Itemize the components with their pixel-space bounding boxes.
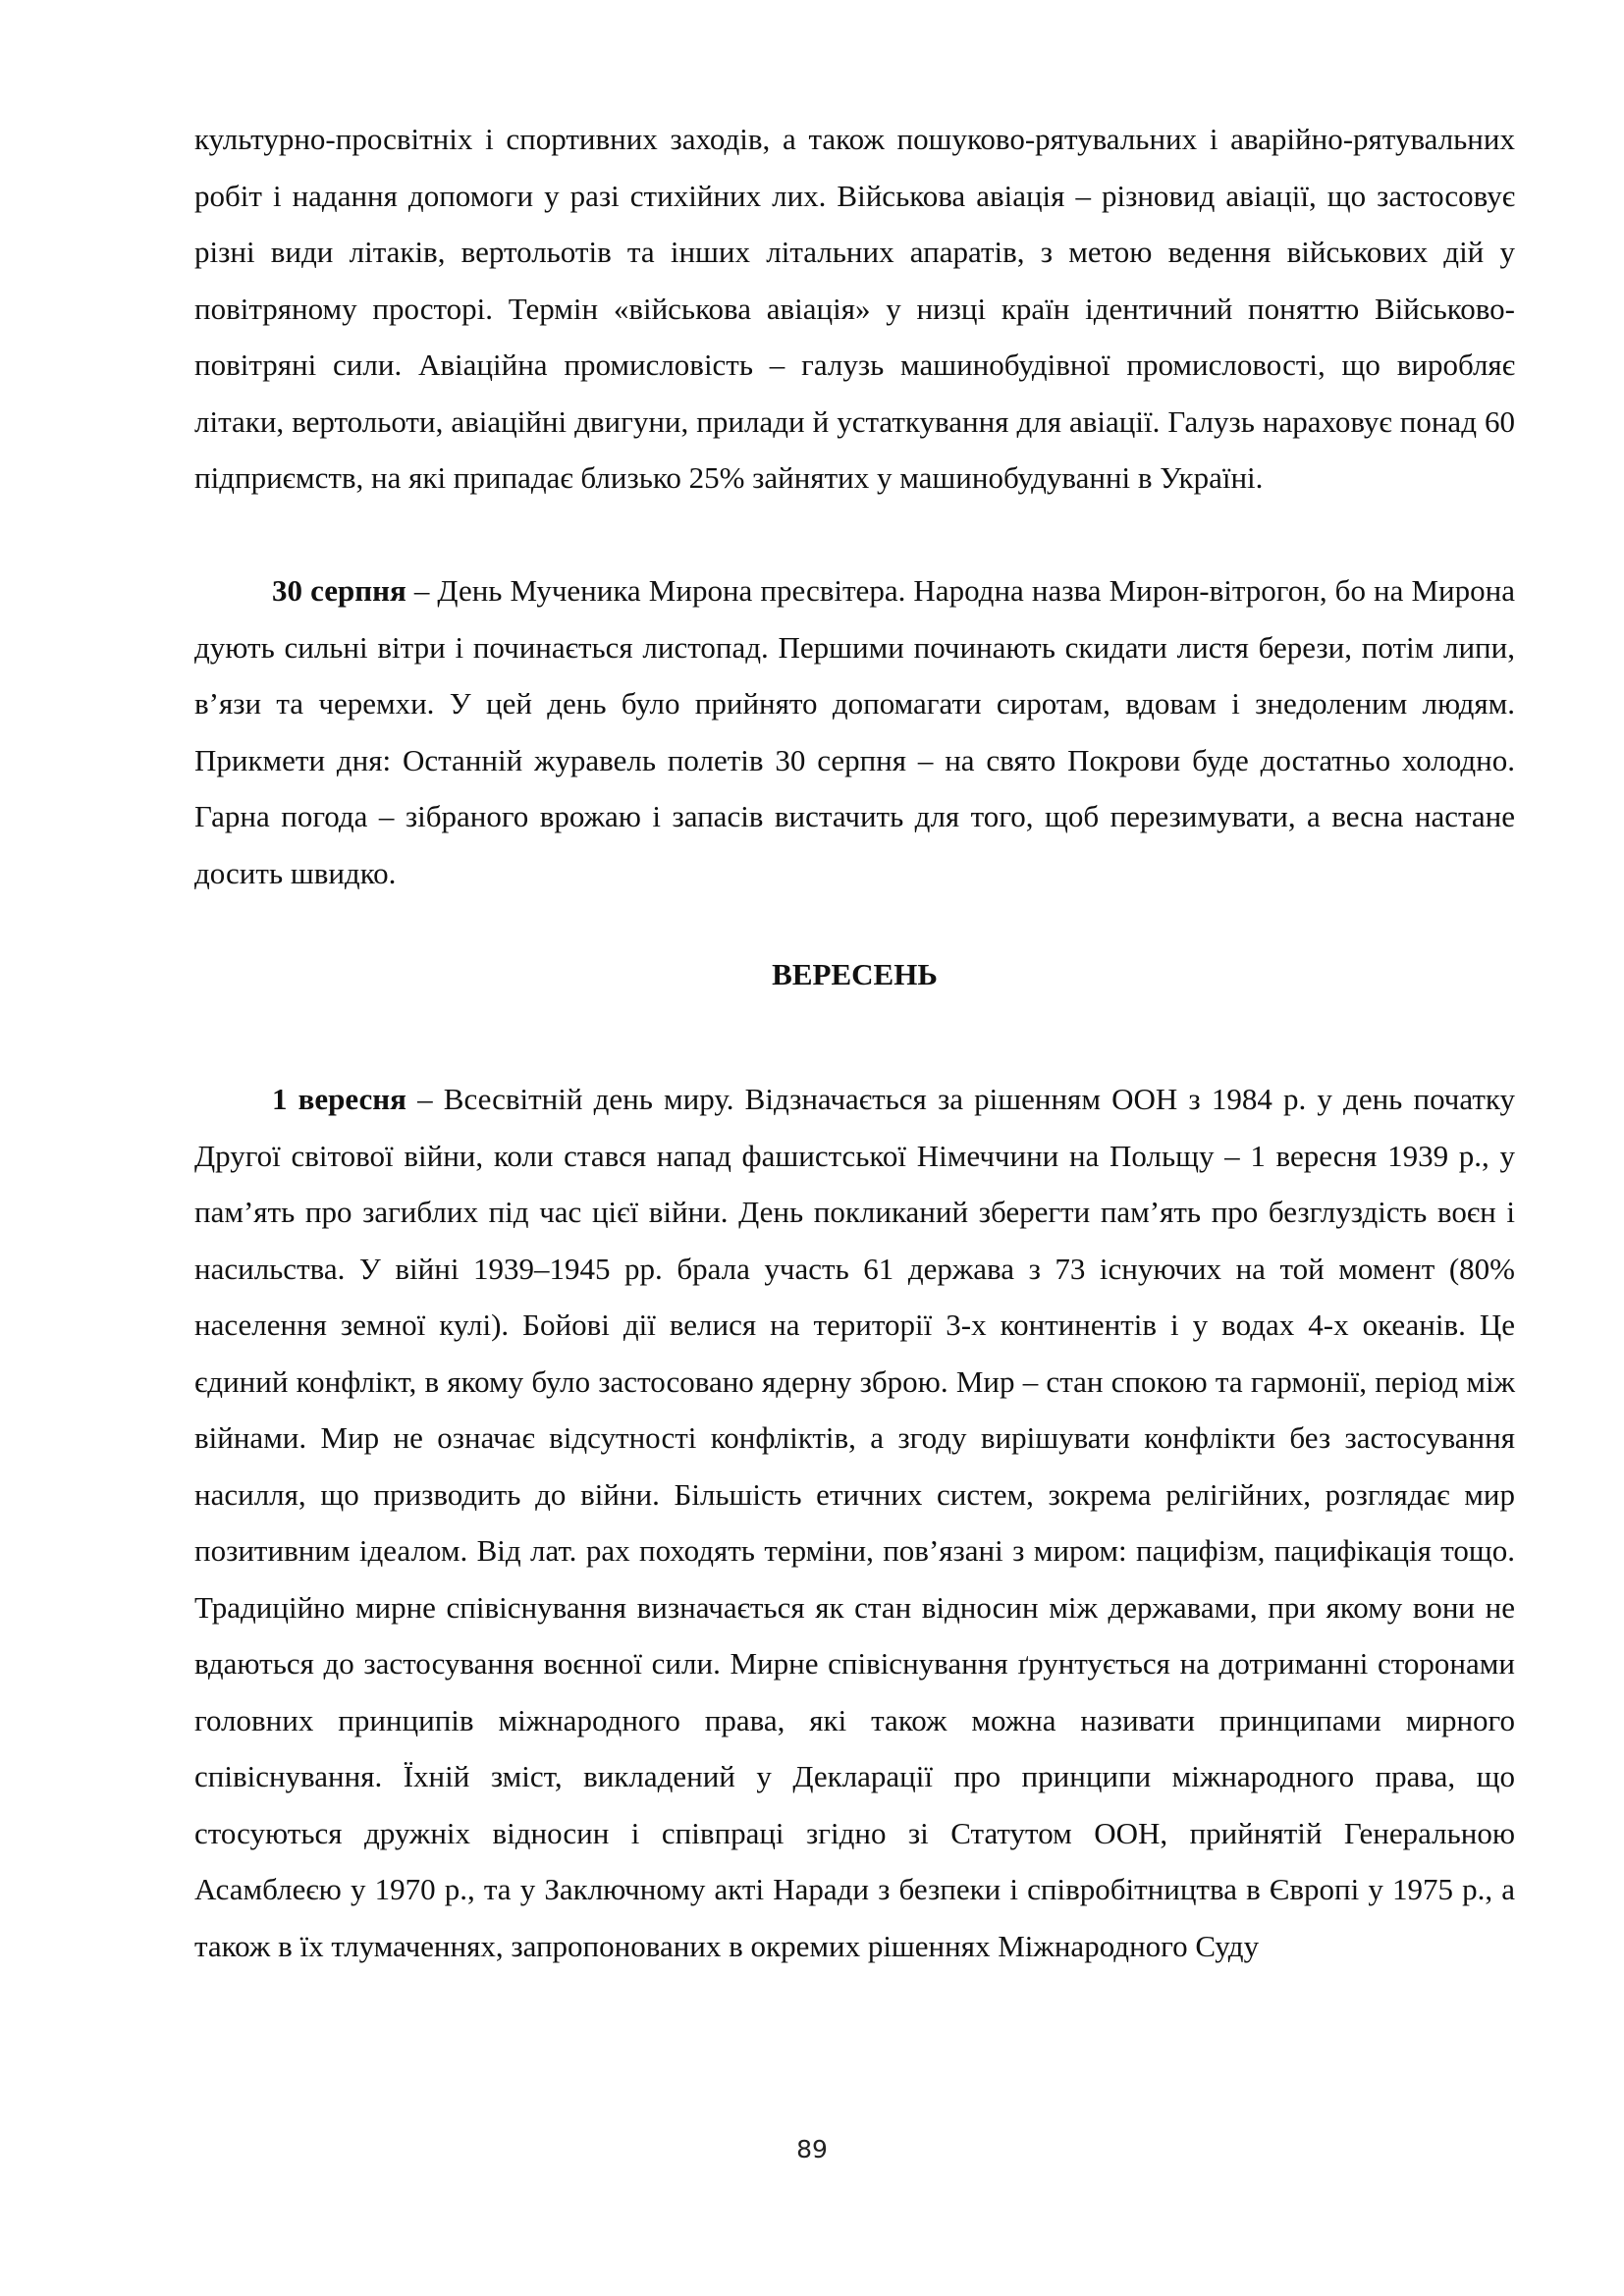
date-september-1: 1 вересня [272,1082,406,1116]
paragraph-aviation-text: культурно-просвітніх і спортивних заходів, а також пошуково-рятувальних і аварійно-рятувальних робіт і надання допомоги у разі стихійних лих. Військова авіація – різновид авіації, що застосовує різні види літаків, вертольотів та інших літальних апаратів, з метою ведення військових дій у повітряному просторі. Термін «військова авіація» у низці країн ідентичний поняттю Військово-повітряні сили. Авіаційна промисловість – галузь машинобудівної промисловості, що виробляє літаки, вертольоти, авіаційні двигуни, прилади й устаткування для авіації. Галузь нараховує понад 60 підприємств, на які припадає близько 25% зайнятих у машинобудуванні в Україні. [194,122,1515,495]
paragraph-august-30-text: – День Мученика Мирона пресвітера. Народна назва Мирон-вітрогон, бо на Мирона дують сильні вітри і починається листопад. Першими починають скидати листя берези, потім липи, в’язи та черемхи. У цей день було прийнято допомагати сиротам, вдовам і знедоленим людям. Прикмети дня: Останній журавель полетів 30 серпня – на свято Покрови буде достатньо холодно. Гарна погода – зібраного врожаю і запасів вистачить для того, щоб перезимувати, а весна настане досить швидко. [194,573,1515,890]
paragraph-aviation [194,111,1515,507]
paragraph-september-1 [194,1071,1515,1974]
section-heading-september: ВЕРЕСЕНЬ [772,957,938,991]
date-august-30: 30 серпня [272,573,406,608]
paragraph-august-30 [194,562,1515,901]
paragraph-september-1-text: – Всесвітній день миру. Відзначається за рішенням ООН з 1984 р. у день початку Другої світової війни, коли стався напад фашистської Німеччини на Польщу – 1 вересня 1939 р., у пам’ять про загиблих під час цієї війни. День покликаний зберегти пам’ять про безглуздість воєн і насильства. У війні 1939–1945 рр. брала участь 61 держава з 73 існуючих на той момент (80% населення земної кулі). Бойові дії велися на території 3-х континентів і у водах 4-х океанів. Це єдиний конфлікт, в якому було застосовано ядерну зброю. Мир – стан спокою та гармонії, період між війнами. Мир не означає відсутності конфліктів, а згоду вирішувати конфлікти без застосування насилля, що призводить до війни. Більшість етичних систем, зокрема релігійних, розглядає мир позитивним ідеалом. Від лат. pax походять терміни, пов’язані з миром: пацифізм, пацифікація тощо. Традиційно мирне співіснування визначається як стан відносин між державами, при якому вони не вдаються до застосування воєнної сили. Мирне співіснування ґрунтується на дотриманні сторонами головних принципів міжнародного права, які також можна називати принципами мирного співіснування. Їхній зміст, викладений у Декларації про принципи міжнародного права, що стосуються дружніх відносин і співпраці згідно зі Статутом ООН, прийнятій Генеральною Асамблеєю у 1970 р., та у Заключному акті Наради з безпеки і співробітництва в Європі у 1975 р., а також в їх тлумаченнях, запропонованих в окремих рішеннях Міжнародного Суду [194,1082,1515,1963]
page-number: 89 [796,2135,828,2163]
